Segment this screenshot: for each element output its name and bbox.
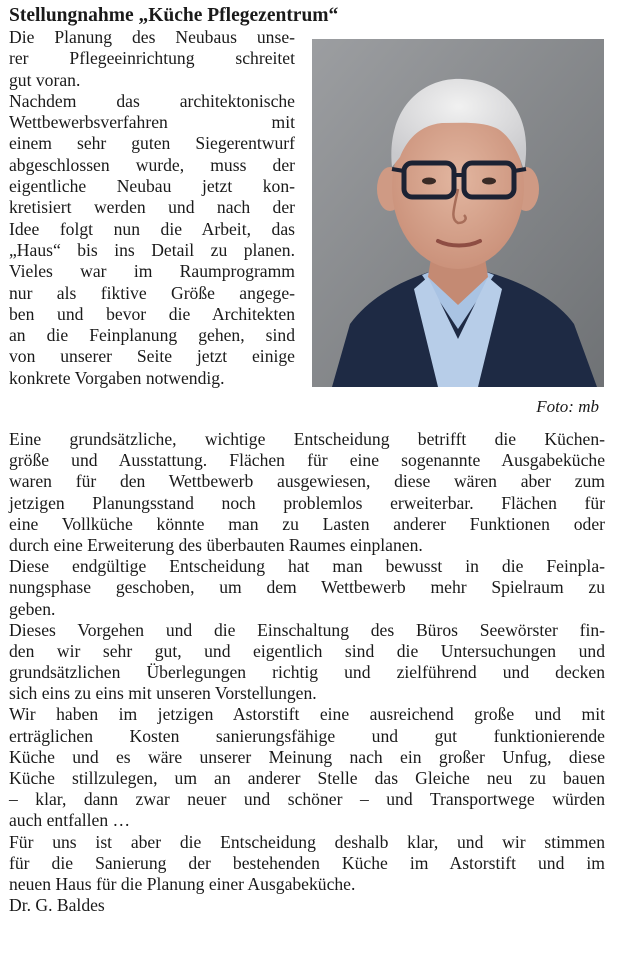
intro-line: Vieles war im Raumprogramm xyxy=(9,261,295,282)
paragraph xyxy=(9,620,605,705)
intro-column xyxy=(9,27,295,389)
body-line: Diese endgültige Entscheidung hat man bewusst in die Feinpla- xyxy=(9,556,605,577)
body-line: erträglichen Kosten sanierungsfähige und gut funktionierende xyxy=(9,725,605,746)
signature: Dr. G. Baldes xyxy=(9,895,105,916)
intro-line: gut voran. xyxy=(9,69,81,90)
intro-line: nur als fiktive Größe angege- xyxy=(9,282,295,303)
portrait-photo xyxy=(312,39,604,387)
paragraph xyxy=(9,704,605,831)
body-line: Küche stillzulegen, um an anderer Stelle das Gleiche neu zu bauen xyxy=(9,768,605,788)
body-line: Dieses Vorgehen und die Einschaltung des Büros Seewörster fin- xyxy=(9,619,605,640)
body-line: Eine grundsätzliche, wichtige Entscheidung betrifft die Küchen- xyxy=(9,429,605,449)
intro-line: einem sehr guten Siegerentwurf xyxy=(9,133,295,154)
body-line: auch entfallen … xyxy=(9,810,131,831)
body-line: Wir haben im jetzigen Astorstift eine ausreichend große und mit xyxy=(9,704,605,725)
intro-line: Wettbewerbsverfahren mit xyxy=(9,112,295,133)
body-line: größe und Ausstattung. Flächen für eine sogenannte Ausgabeküche xyxy=(9,450,605,471)
photo-caption: Foto: mb xyxy=(536,397,599,416)
intro-line: eigentliche Neubau jetzt kon- xyxy=(9,176,295,197)
intro-line: rer Pflegeeinrichtung schreitet xyxy=(9,48,295,69)
body-line: geben. xyxy=(9,598,56,619)
body-line: Küche und es wäre unserer Meinung nach ein großer Unfug, diese xyxy=(9,746,605,767)
body-line: waren für den Wettbewerb ausgewiesen, diese wären aber zum xyxy=(9,471,605,492)
intro-line: Nachdem das architektonische xyxy=(9,90,295,111)
portrait-illustration xyxy=(312,39,604,387)
article-headline: Stellungnahme „Küche Pflegezentrum“ xyxy=(9,5,339,26)
intro-line: kretisiert werden und nach der xyxy=(9,197,295,218)
body-line: grundsätzlichen Überlegungen richtig und zielführend und decken xyxy=(9,662,605,683)
body-line: durch eine Erweiterung des überbauten Raumes einplanen. xyxy=(9,534,423,555)
body-line: neuen Haus für die Planung einer Ausgabeküche. xyxy=(9,873,356,894)
paragraph xyxy=(9,832,605,896)
intro-line: von unserer Seite jetzt einige xyxy=(9,346,295,367)
intro-line: „Haus“ bis ins Detail zu planen. xyxy=(9,239,295,260)
intro-line: abgeschlossen wurde, muss der xyxy=(9,154,295,175)
body-line: nungsphase geschoben, um dem Wettbewerb mehr Spielraum zu xyxy=(9,577,605,598)
intro-line: Die Planung des Neubaus unse- xyxy=(9,27,295,47)
paragraph xyxy=(9,556,605,620)
body-line: – klar, dann zwar neuer und schöner – und Transportwege würden xyxy=(9,789,605,810)
body-line: Für uns ist aber die Entscheidung deshalb klar, und wir stimmen xyxy=(9,831,605,852)
body-line: den wir sehr gut, und eigentlich sind die Untersuchungen und xyxy=(9,640,605,661)
intro-line: an die Feinplanung gehen, sind xyxy=(9,325,295,346)
body-line: jetzigen Planungsstand noch problemlos erweiterbar. Flächen für xyxy=(9,492,605,513)
intro-block xyxy=(9,27,609,429)
body-line: sich eins zu eins mit unseren Vorstellungen. xyxy=(9,683,317,704)
article xyxy=(9,4,609,916)
paragraph xyxy=(9,429,605,556)
intro-line: Idee folgt nun die Arbeit, das xyxy=(9,218,295,239)
intro-line: konkrete Vorgaben notwendig. xyxy=(9,367,225,388)
article-body xyxy=(9,429,605,916)
body-line: für die Sanierung der bestehenden Küche im Astorstift und im xyxy=(9,852,605,873)
body-line: eine Vollküche könnte man zu Lasten anderer Funktionen oder xyxy=(9,513,605,534)
intro-line: ben und bevor die Architekten xyxy=(9,303,295,324)
